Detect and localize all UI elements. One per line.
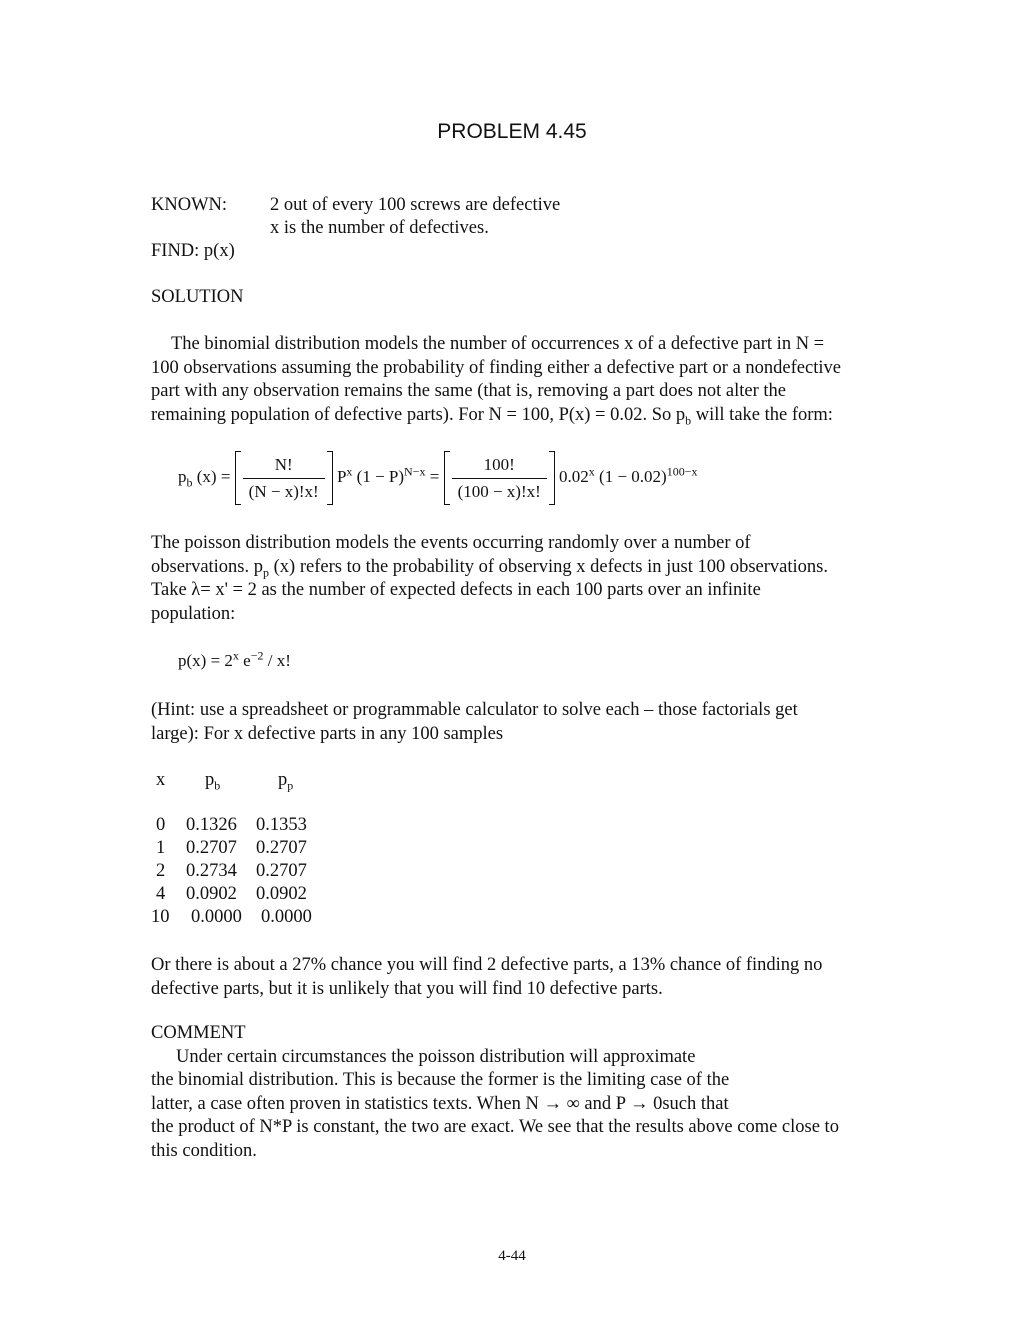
table-cell: 2 xyxy=(156,861,166,881)
hint-line-2: large): For x defective parts in any 100 samples xyxy=(151,723,504,744)
solution-paragraph xyxy=(151,333,903,427)
table-cell: 4 xyxy=(156,884,166,904)
known-label: KNOWN: xyxy=(151,195,228,215)
poisson-line-1: The poisson distribution models the events occurring randomly over a number of xyxy=(151,533,751,553)
page-title: PROBLEM 4.45 xyxy=(437,120,587,143)
comment-heading: COMMENT xyxy=(151,1023,246,1043)
poisson-line-3: Take λ= x' = 2 as the number of expected defects in each 100 parts over an infinite xyxy=(151,580,761,600)
solution-line-4: remaining population of defective parts). For N = 100, P(x) = 0.02. So $p_b$ will take the form: xyxy=(151,404,833,428)
binomial-equation: $p_b$ (x) = $\frac{N!}{(N - x)!x!}$ $P^x$ $(1 - P)^{N-x}$ = $\frac{100!}{(100 - x)!x!}$ 0.02$^x$ $(1 - 0.02)^{100-x}$ xyxy=(178,451,698,505)
page-number: 4-44 xyxy=(498,1248,526,1264)
conclusion-line-2: defective parts, but it is unlikely that you will find 10 defective parts. xyxy=(151,978,663,999)
solution-line-2: 100 observations assuming the probability of finding either a defective part or a nondefective xyxy=(151,357,841,378)
find-line: FIND: p(x) xyxy=(151,241,235,261)
comment-line-3: latter, a case often proven in statistics texts. When N → ∞ and P → 0such that xyxy=(151,1093,729,1114)
hint-line-1: (Hint: use a spreadsheet or programmable calculator to solve each – those factorials get xyxy=(151,700,798,720)
table-cell: 0.0000 xyxy=(191,907,242,927)
table-cell: 10 xyxy=(151,907,170,927)
table-cell: 0.0902 xyxy=(186,884,237,904)
poisson-equation: $p(x) = 2^x$ $e^{-2}$ / x! xyxy=(178,648,291,670)
comment-line-2: the binomial distribution. This is because the former is the limiting case of the xyxy=(151,1070,730,1090)
poisson-line-2: observations. $p_p$ (x) refers to the probability of observing x defects in just 100 observations. xyxy=(151,556,828,580)
hint-paragraph xyxy=(151,699,903,746)
table-cell: 0.0902 xyxy=(256,884,307,904)
table-cell: 0 xyxy=(156,815,166,835)
table-cell: 0.2707 xyxy=(256,861,307,881)
table-cell: 0.1326 xyxy=(186,815,237,835)
table-cell: 0.1353 xyxy=(256,815,307,835)
known-line-2: x is the number of defectives. xyxy=(270,218,489,238)
solution-line-3: part with any observation remains the same (that is, removing a part does not alter the xyxy=(151,381,786,401)
table-header-x: x xyxy=(156,770,166,790)
poisson-line-4: population: xyxy=(151,603,236,624)
conclusion-line-1: Or there is about a 27% chance you will find 2 defective parts, a 13% chance of finding no xyxy=(151,955,823,975)
conclusion-paragraph xyxy=(151,954,903,1001)
poisson-paragraph xyxy=(151,532,903,626)
known-line-1: 2 out of every 100 screws are defective xyxy=(270,195,561,215)
table-cell: 0.2734 xyxy=(186,861,237,881)
table-cell: 0.0000 xyxy=(261,907,312,927)
comment-line-4: the product of N*P is constant, the two are exact. We see that the results above come close to xyxy=(151,1117,839,1137)
table-cell: 0.2707 xyxy=(186,838,237,858)
table-cell: 1 xyxy=(156,838,166,858)
comment-section xyxy=(151,1022,903,1163)
comment-line-5: this condition. xyxy=(151,1140,257,1161)
solution-heading: SOLUTION xyxy=(151,287,244,307)
comment-line-1: Under certain circumstances the poisson distribution will approximate xyxy=(176,1046,696,1067)
solution-line-1: The binomial distribution models the number of occurrences x of a defective part in N = xyxy=(171,334,825,354)
table-header-pp: $p_p$ xyxy=(278,770,294,793)
table-header-pb: $p_b$ xyxy=(205,770,221,793)
table-cell: 0.2707 xyxy=(256,838,307,858)
